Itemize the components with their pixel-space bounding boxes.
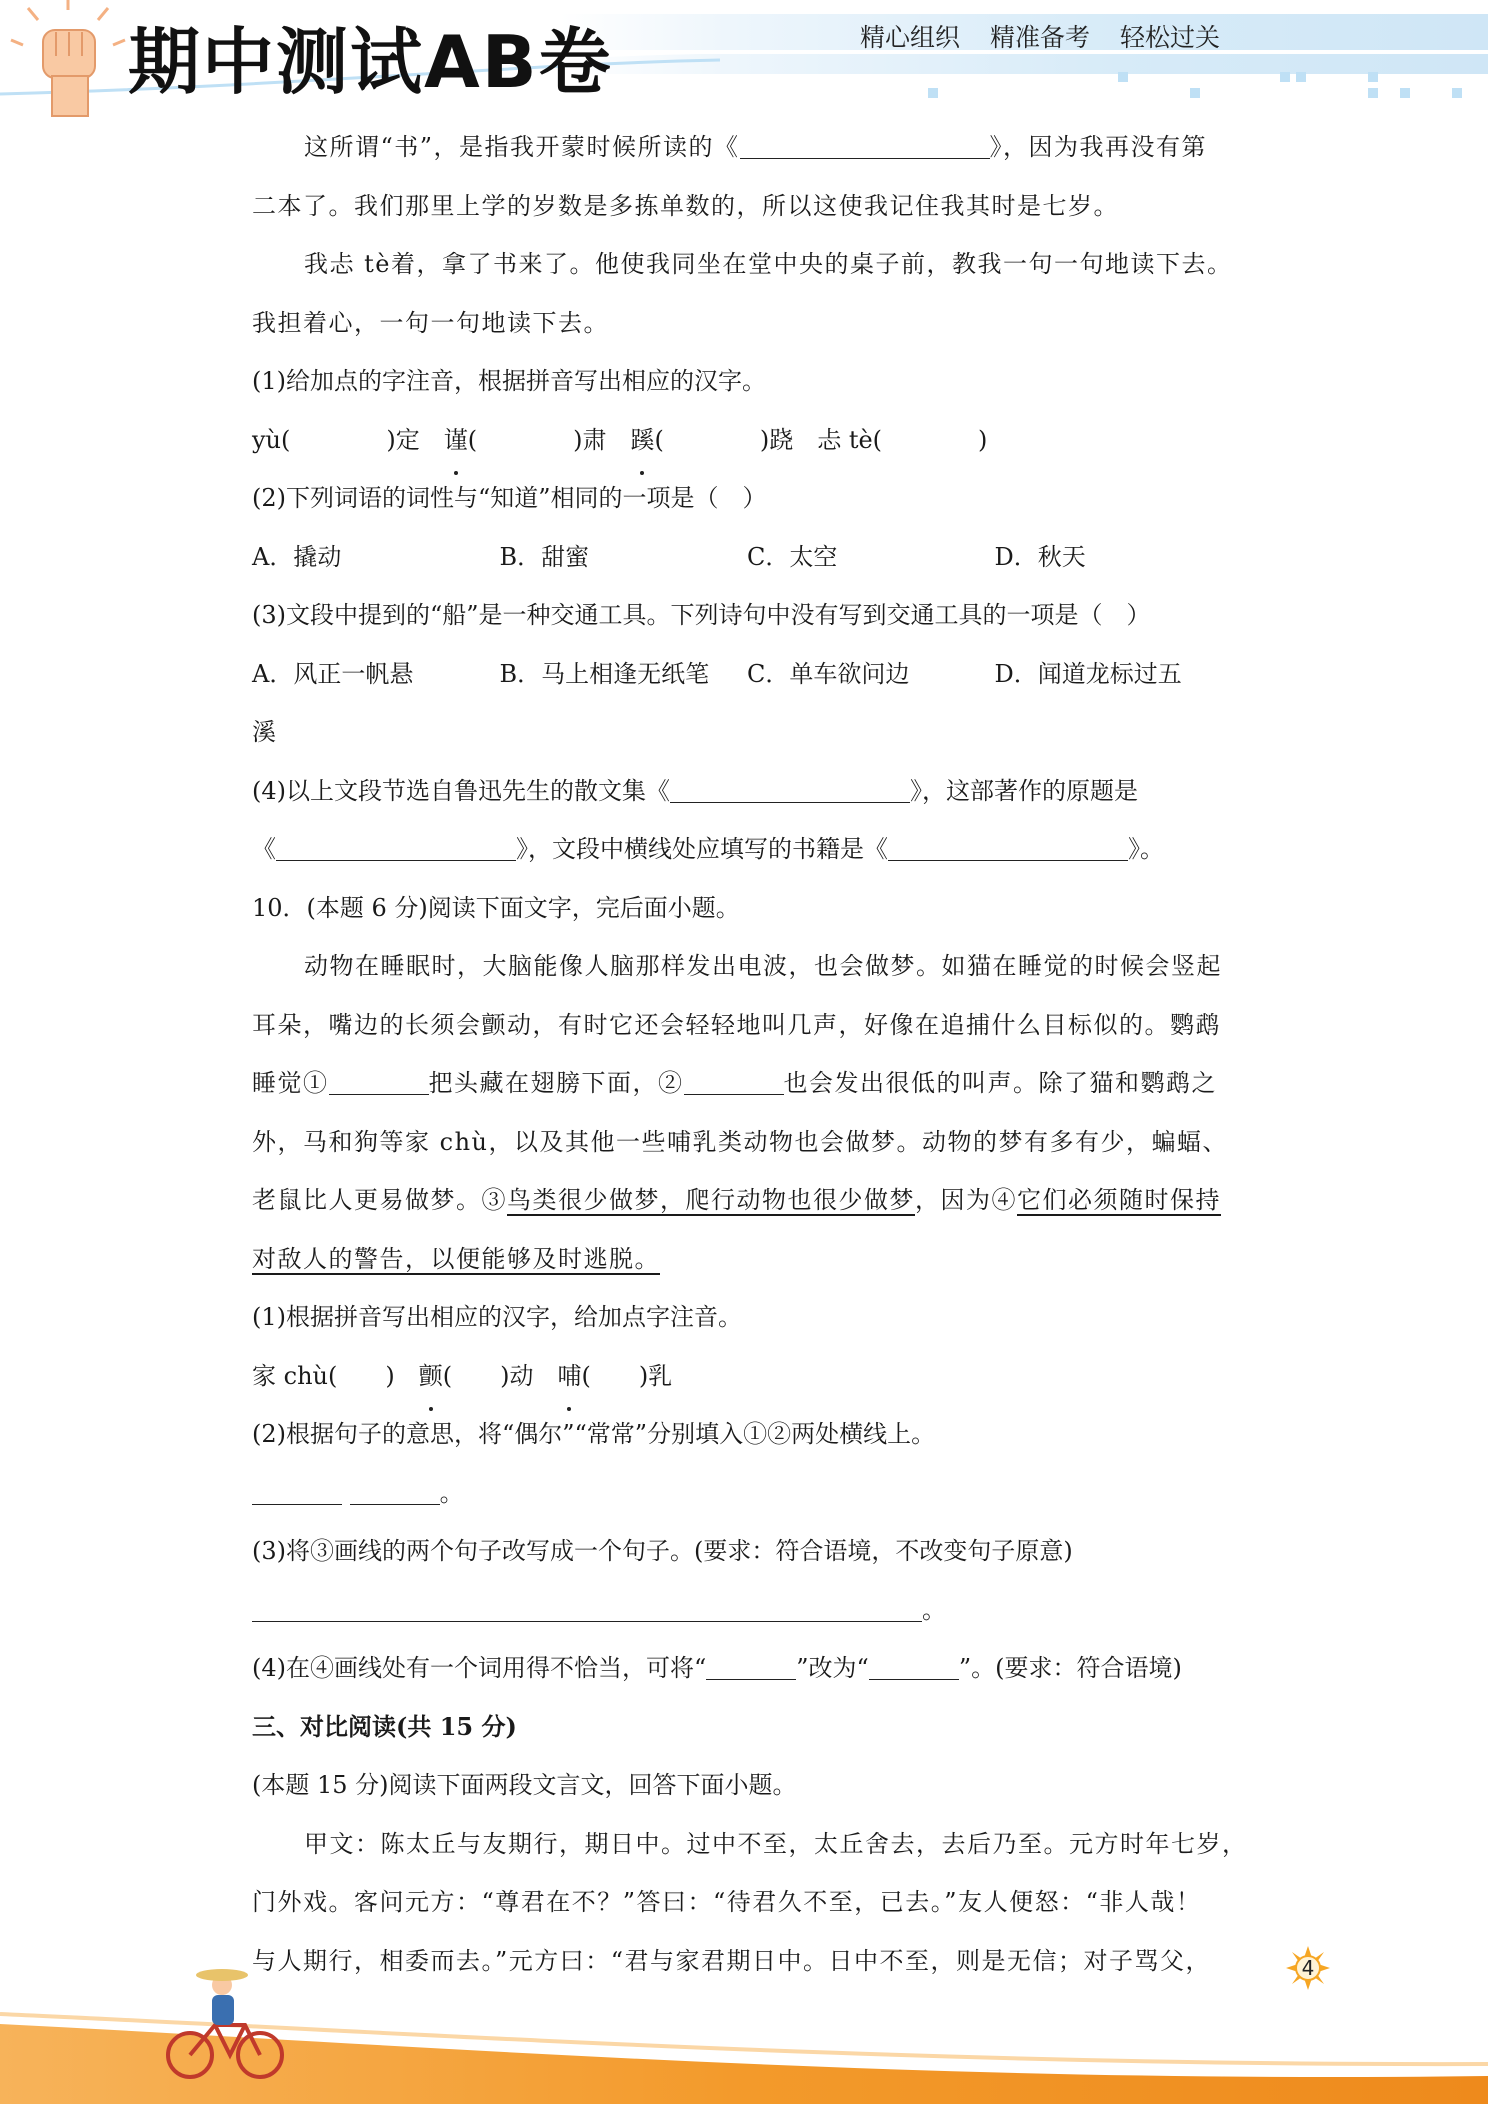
text-run bbox=[342, 1479, 350, 1507]
text-run: 三、对比阅读(共 15 分) bbox=[252, 1711, 517, 1741]
text-line bbox=[252, 177, 1242, 236]
text-run: 。 bbox=[439, 1478, 464, 1507]
slogan-2: 精准备考 bbox=[990, 23, 1091, 52]
text-line bbox=[252, 294, 1242, 353]
text-run: (4)在④画线处有一个词用得不恰当，可将“ bbox=[252, 1654, 707, 1682]
text-run: ( )动 bbox=[442, 1361, 558, 1390]
answer-blank bbox=[670, 772, 910, 803]
answer-blank bbox=[276, 830, 516, 861]
choice-option: A．撬动 bbox=[252, 542, 342, 571]
text-line bbox=[252, 1464, 1242, 1523]
text-line bbox=[252, 1230, 1242, 1289]
text-run: 也会发出很低的叫声。除了猫和鹦鹉之 bbox=[783, 1069, 1217, 1097]
cyclist-icon bbox=[160, 1955, 290, 2085]
underlined-text: 它们必须随时保持 bbox=[1017, 1186, 1221, 1214]
text-run: 10．(本题 6 分)阅读下面文字，完后面小题。 bbox=[252, 893, 740, 922]
text-run: 睡觉① bbox=[252, 1069, 329, 1097]
choice-option: D．秋天 bbox=[994, 542, 1086, 571]
answer-blank bbox=[684, 1064, 784, 1095]
text-line bbox=[252, 879, 1242, 938]
text-line bbox=[252, 996, 1242, 1055]
header-decorative-dots bbox=[0, 70, 1488, 100]
text-run: 家 chù( ) bbox=[252, 1361, 419, 1390]
text-line bbox=[252, 586, 1242, 645]
text-run: ”改为“ bbox=[796, 1654, 869, 1682]
choice-option: D．闻道龙标过五 bbox=[994, 659, 1182, 688]
text-run: 动物在睡眠时，大脑能像人脑那样发出电波，也会做梦。如猫在睡觉的时候会竖起 bbox=[304, 952, 1222, 980]
text-line bbox=[252, 937, 1242, 996]
choice-option: A．风正一帆悬 bbox=[252, 659, 414, 688]
text-line bbox=[252, 762, 1242, 821]
text-line bbox=[252, 1639, 1242, 1698]
text-run: 门外戏。客问元方：“尊君在不？”答曰：“待君久不至，已去。”友人便怒：“非人哉！ bbox=[252, 1888, 1202, 1916]
text-line bbox=[252, 820, 1242, 879]
text-line bbox=[252, 235, 1242, 294]
text-run: 》，因为我再没有第 bbox=[989, 133, 1208, 161]
dotted-character: 蹊 bbox=[630, 411, 654, 470]
choice-option: C．单车欲问边 bbox=[747, 659, 910, 688]
answer-blank bbox=[350, 1474, 440, 1505]
answer-blank bbox=[706, 1649, 796, 1680]
header-title: 期中测试AB卷 bbox=[128, 20, 613, 104]
text-line bbox=[252, 1288, 1242, 1347]
slogan-1: 精心组织 bbox=[860, 23, 961, 52]
document-body bbox=[252, 118, 1248, 1990]
text-run: (3)将③画线的两个句子改写成一个句子。(要求：符合语境，不改变句子原意) bbox=[252, 1537, 1073, 1565]
underlined-text: 鸟类很少做梦，爬行动物也很少做梦 bbox=[507, 1186, 915, 1214]
text-run: (1)给加点的字注音，根据拼音写出相应的汉字。 bbox=[252, 367, 766, 395]
dotted-character: 谨 bbox=[444, 411, 468, 470]
text-run: ，因为④ bbox=[915, 1186, 1017, 1214]
text-run: 。 bbox=[922, 1595, 946, 1624]
text-line bbox=[252, 118, 1242, 177]
text-run: 》。 bbox=[1128, 835, 1164, 863]
text-run: ( )乳 bbox=[581, 1361, 673, 1390]
text-run: 溪 bbox=[252, 718, 276, 746]
text-run: ( )肃 bbox=[467, 425, 631, 454]
text-run: (本题 15 分)阅读下面两段文言文，回答下面小题。 bbox=[252, 1771, 797, 1799]
text-line bbox=[252, 411, 1242, 470]
text-run: (4)以上文段节选自鲁迅先生的散文集《 bbox=[252, 776, 670, 805]
text-run: 《 bbox=[252, 835, 276, 863]
text-run: (3)文段中提到的“船”是一种交通工具。下列诗句中没有写到交通工具的一项是（ ） bbox=[252, 601, 1151, 629]
text-run: ( )跷 忐 tè( ) bbox=[654, 425, 988, 454]
answer-blank bbox=[252, 1591, 922, 1622]
dotted-character: 哺 bbox=[557, 1347, 581, 1406]
text-run: 这所谓“书”，是指我开蒙时候所读的《 bbox=[304, 133, 740, 161]
text-line bbox=[252, 1347, 1242, 1406]
text-run: 我担着心，一句一句地读下去。 bbox=[252, 308, 609, 337]
text-line bbox=[252, 1405, 1242, 1464]
text-line bbox=[252, 703, 1242, 762]
text-run: (1)根据拼音写出相应的汉字，给加点字注音。 bbox=[252, 1303, 742, 1331]
choice-option: B．马上相逢无纸笔 bbox=[499, 659, 710, 688]
text-line bbox=[252, 1113, 1242, 1172]
choice-option: B．甜蜜 bbox=[499, 542, 590, 571]
slogan-3: 轻松过关 bbox=[1120, 23, 1221, 52]
header-slogans bbox=[860, 18, 1220, 54]
text-line bbox=[252, 1756, 1242, 1815]
text-line bbox=[252, 1581, 1242, 1640]
text-run: (2)根据句子的意思，将“偶尔”“常常”分别填入①②两处横线上。 bbox=[252, 1420, 936, 1448]
text-line bbox=[252, 1171, 1242, 1230]
text-run: 》，这部著作的原题是 bbox=[910, 776, 1138, 805]
text-run: 我忐 tè着，拿了书来了。他使我同坐在堂中央的桌子前，教我一句一句地读下去。 bbox=[304, 250, 1233, 278]
page-number: 4 bbox=[1301, 1956, 1315, 1980]
answer-blank bbox=[329, 1064, 429, 1095]
text-line bbox=[252, 1698, 1242, 1757]
underlined-text: 对敌人的警告，以便能够及时逃脱。 bbox=[252, 1244, 660, 1273]
answer-blank bbox=[888, 830, 1128, 861]
text-line bbox=[252, 1522, 1242, 1581]
text-line bbox=[252, 1054, 1242, 1113]
page-header bbox=[0, 0, 1488, 110]
text-run: 二本了。我们那里上学的岁数是多拣单数的，所以这使我记住我其时是七岁。 bbox=[252, 191, 1119, 220]
choice-option: C．太空 bbox=[747, 542, 838, 571]
text-line bbox=[252, 1815, 1248, 1874]
text-run: 耳朵，嘴边的长须会颤动，有时它还会轻轻地叫几声，好像在追捕什么目标似的。鹦鹉 bbox=[252, 1010, 1221, 1039]
text-run: 与人期行，相委而去。”元方曰：“君与家君期日中。日中不至，则是无信；对子骂父， bbox=[252, 1946, 1212, 1975]
text-run: ”。(要求：符合语境) bbox=[958, 1654, 1182, 1682]
raised-fist-icon bbox=[8, 0, 128, 118]
text-run: 外，马和狗等家 chù，以及其他一些哺乳类动物也会做梦。动物的梦有多有少，蝙蝠、 bbox=[252, 1127, 1228, 1156]
text-line bbox=[252, 528, 1242, 587]
text-run: (2)下列词语的词性与“知道”相同的一项是（ ） bbox=[252, 484, 767, 512]
text-line bbox=[252, 469, 1242, 528]
answer-blank bbox=[869, 1649, 959, 1680]
text-run: 把头藏在翅膀下面，② bbox=[428, 1069, 684, 1097]
answer-blank bbox=[252, 1474, 342, 1505]
text-run: yù( )定 bbox=[252, 425, 444, 454]
text-line bbox=[252, 352, 1242, 411]
answer-blank bbox=[740, 128, 990, 159]
dotted-character: 颤 bbox=[419, 1347, 443, 1406]
text-run: 老鼠比人更易做梦。③ bbox=[252, 1186, 507, 1214]
text-run: 》，文段中横线处应填写的书籍是《 bbox=[516, 835, 888, 863]
text-line bbox=[252, 645, 1242, 704]
text-run: 甲文：陈太丘与友期行，期日中。过中不至，太丘舍去，去后乃至。元方时年七岁， bbox=[304, 1829, 1248, 1858]
